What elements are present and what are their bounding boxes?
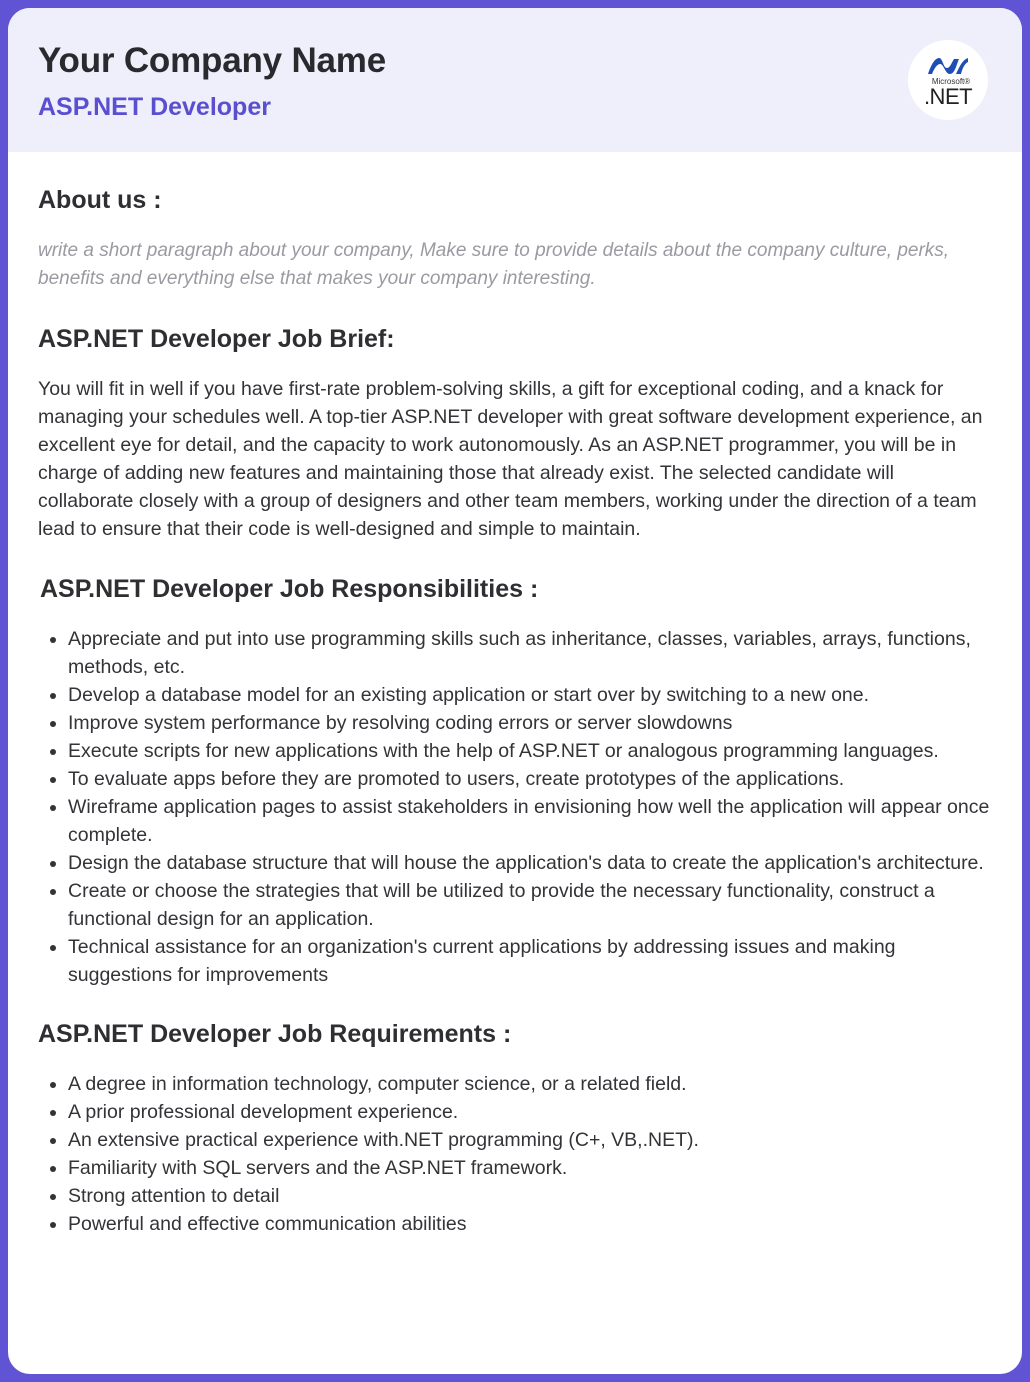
- responsibilities-list: [38, 625, 992, 989]
- list-item: • Technical assistance for an organization's current applications by addressing issues and making suggestions for improvements: [68, 933, 992, 989]
- brief-text: You will fit in well if you have first-rate problem-solving skills, a gift for exceptional coding, and a knack for managing your schedules well. A top-tier ASP.NET developer with great software development experience, an excellent eye for detail, and the capacity to work autonomously. As an ASP.NET programmer, you will be in charge of adding new features and maintaining those that already exist. The selected candidate will collaborate closely with a group of designers and other team members, working under the direction of a team lead to ensure that their code is well-designed and simple to maintain.: [38, 378, 983, 540]
- brief-title: ASP.NET Developer Job Brief:: [38, 325, 395, 353]
- job-description-card: [8, 8, 1022, 1374]
- list-item: • Appreciate and put into use programming skills such as inheritance, classes, variables, arrays, functions, methods, etc.: [68, 625, 992, 681]
- about-title: About us :: [38, 186, 162, 214]
- dotnet-logo-icon: [908, 40, 988, 120]
- list-item: • A prior professional development experience.: [68, 1098, 992, 1126]
- list-item: • Improve system performance by resolving coding errors or server slowdowns: [68, 709, 992, 737]
- logo-net-text: .NET: [923, 84, 973, 109]
- list-item: • To evaluate apps before they are promoted to users, create prototypes of the applications.: [68, 765, 992, 793]
- list-item: • Strong attention to detail: [68, 1182, 992, 1210]
- list-item: • Wireframe application pages to assist stakeholders in envisioning how well the application will appear once complete.: [68, 793, 992, 849]
- responsibilities-title: ASP.NET Developer Job Responsibilities :: [40, 575, 539, 603]
- list-item: • Develop a database model for an existing application or start over by switching to a new one.: [68, 681, 992, 709]
- list-item: • Design the database structure that will house the application's data to create the application's architecture.: [68, 849, 992, 877]
- list-item: • Familiarity with SQL servers and the ASP.NET framework.: [68, 1154, 992, 1182]
- list-item: • An extensive practical experience with.NET programming (C+, VB,.NET).: [68, 1126, 992, 1154]
- logo-microsoft-text: Microsoft®: [931, 77, 971, 86]
- job-title: ASP.NET Developer: [38, 93, 271, 121]
- requirements-list: [38, 1070, 992, 1238]
- list-item: • Execute scripts for new applications with the help of ASP.NET or analogous programming languages.: [68, 737, 992, 765]
- dotnet-wave-icon: [926, 56, 970, 76]
- list-item: • Create or choose the strategies that will be utilized to provide the necessary functionality, construct a functional design for an application.: [68, 877, 992, 933]
- company-name: Your Company Name: [38, 41, 386, 80]
- requirements-title: ASP.NET Developer Job Requirements :: [38, 1020, 512, 1048]
- about-text: write a short paragraph about your company, Make sure to provide details about the company culture, perks, benefits and everything else that makes your company interesting.: [38, 240, 950, 289]
- list-item: • Powerful and effective communication abilities: [68, 1210, 992, 1238]
- list-item: • A degree in information technology, computer science, or a related field.: [68, 1070, 992, 1098]
- content: [8, 152, 1022, 1238]
- header: [8, 8, 1022, 152]
